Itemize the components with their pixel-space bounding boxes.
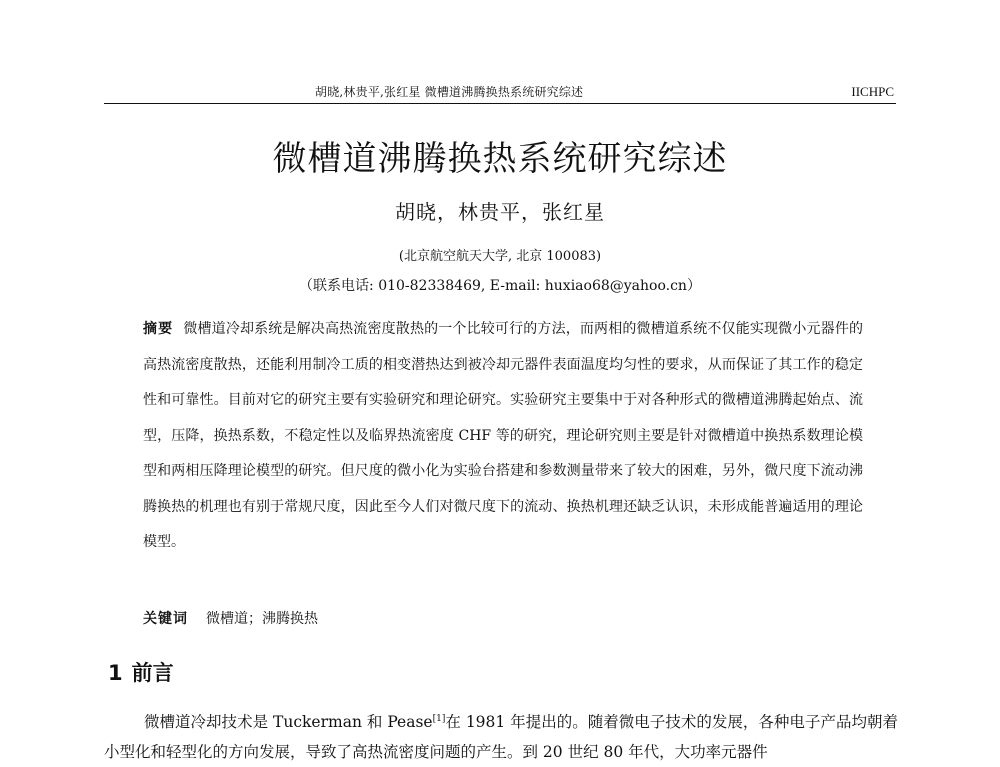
paper-title: 微槽道沸腾换热系统研究综述 xyxy=(272,139,728,179)
paper-contact: （联系电话: 010-82338469, E-mail: huxiao68@yahoo.cn） xyxy=(299,278,701,294)
abstract-label: 摘要 xyxy=(143,321,174,337)
section-heading-introduction xyxy=(108,657,174,689)
paper-affiliation: (北京航空航天大学, 北京 100083) xyxy=(398,249,602,264)
paragraph-text-before-citation: 微槽道冷却技术是 Tuckerman 和 Pease xyxy=(144,713,433,731)
citation-ref[interactable]: [1] xyxy=(432,713,446,724)
paragraph-text-after-citation: 在 1981 年提出的。随着微电子技术的发展，各种电子产品均朝着小型化和轻型化的方向发展，导致了高热流密度问题的产生。到 20 世纪 80 年代，大功率元器件 xyxy=(104,713,898,761)
keywords xyxy=(143,606,863,632)
header-rule xyxy=(104,103,896,104)
introduction-paragraph xyxy=(104,707,898,767)
section-title: 前言 xyxy=(131,661,174,685)
keywords-text: 微槽道；沸腾换热 xyxy=(206,611,318,627)
abstract-text: 微槽道冷却系统是解决高热流密度散热的一个比较可行的方法，而两相的微槽道系统不仅能实现微小元器件的高热流密度散热，还能利用制冷工质的相变潜热达到被冷却元器件表面温度均匀性的要求，从而保证了其工作的稳定性和可靠性。目前对它的研究主要有实验研究和理论研究。实验研究主要集中于对各种形式的微槽道沸腾起始点、流型，压降，换热系数，不稳定性以及临界热流密度 CHF 等的研究，理论研究则主要是针对微槽道中换热系数理论模型和两相压降理论模型的研究。但尺度的微小化为实验台搭建和参数测量带来了较大的困难，另外，微尺度下流动沸腾换热的机理也有别于常规尺度，因此至今人们对微尺度下的流动、换热机理还缺乏认识，未形成能普遍适用的理论模型。 xyxy=(143,321,863,550)
running-header-authors-title: 胡晓,林贵平,张红星 微槽道沸腾换热系统研究综述 xyxy=(315,85,584,99)
paper-authors: 胡晓，林贵平，张红星 xyxy=(395,200,605,224)
section-number: 1 xyxy=(108,661,123,685)
abstract xyxy=(143,312,863,561)
running-header-journal-tag: IICHPC xyxy=(851,84,894,99)
running-header xyxy=(104,82,896,102)
keywords-label: 关键词 xyxy=(143,611,188,627)
